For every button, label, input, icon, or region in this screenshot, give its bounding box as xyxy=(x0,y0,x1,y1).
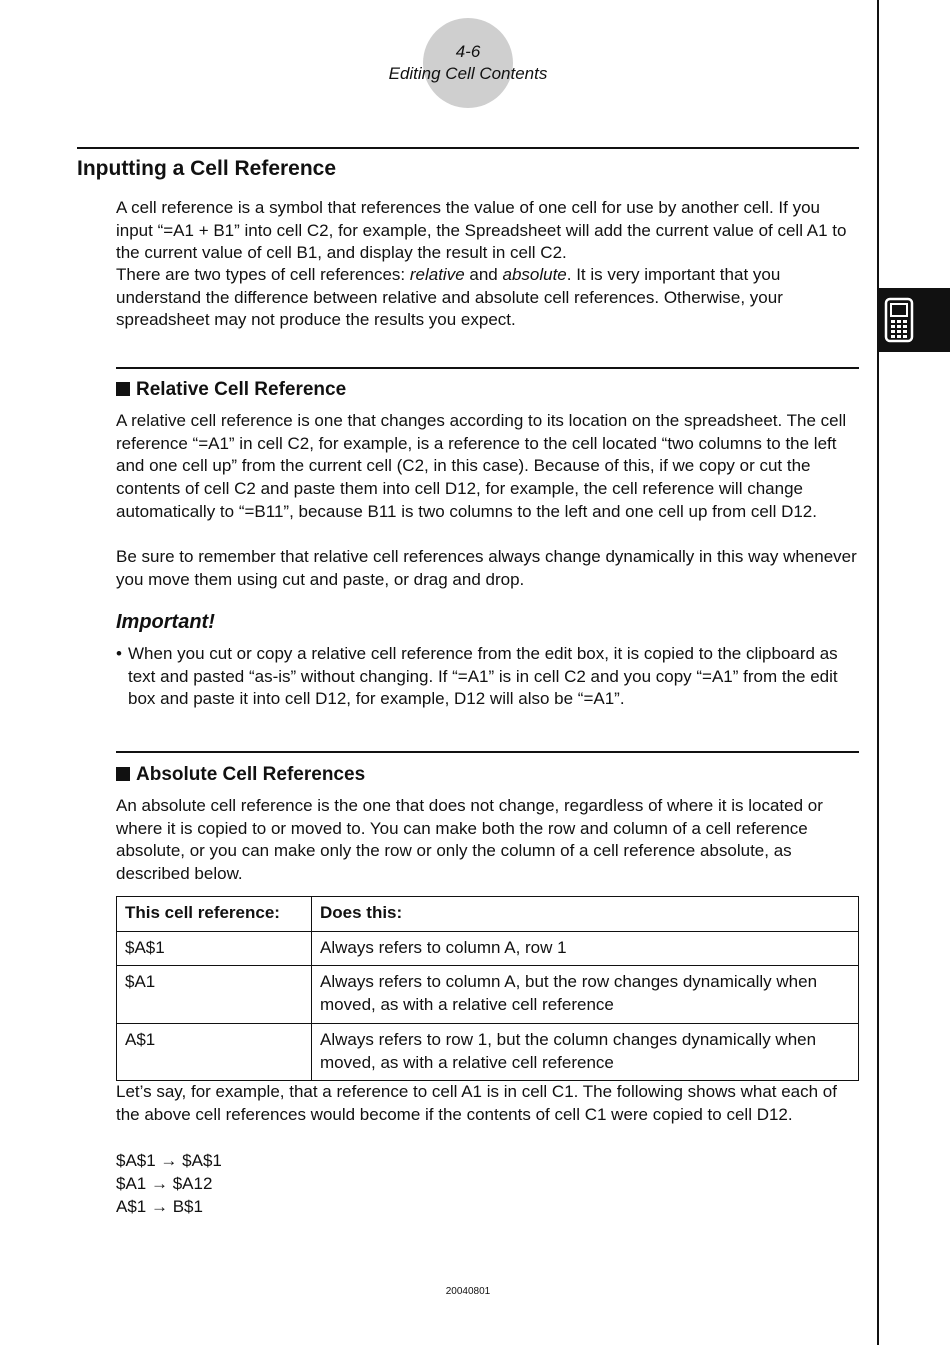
page-number-circle xyxy=(423,18,513,108)
absolute-paragraph-2: Let’s say, for example, that a reference to cell A1 is in cell C1. The following shows what each of the above cell references would become if the contents of cell C1 were copied to cell D12. xyxy=(116,1082,837,1124)
calculator-icon xyxy=(883,296,915,344)
absolute-section-divider xyxy=(116,751,859,753)
square-bullet-icon xyxy=(116,382,130,396)
relative-heading: Relative Cell Reference xyxy=(116,379,346,401)
example-line: A$1 → B$1 xyxy=(116,1197,203,1216)
page-number: 4-6 xyxy=(455,42,481,61)
absolute-heading: Absolute Cell References xyxy=(116,764,365,786)
intro-paragraph-2: There are two types of cell references: relative and absolute. It is very important that you understand the difference between relative and absolute cell references. Otherwise, your spreadsheet may not produce the results you expect. xyxy=(116,265,783,330)
bullet-dot: • xyxy=(116,644,122,663)
important-bullet-text: When you cut or copy a relative cell reference from the edit box, it is copied to the clipboard as text and pasted “as-is” without changing. If “=A1” is in cell C2 and you copy “=A1” from the edit box and paste it into cell D12, for example, D12 will also be “=A1”. xyxy=(128,644,838,709)
example-list xyxy=(116,1149,222,1218)
table-header-row xyxy=(117,897,859,932)
table-header-cell: Does this: xyxy=(312,897,859,932)
cell-reference-table xyxy=(116,896,859,1081)
intro-paragraph-1: A cell reference is a symbol that references the value of one cell for use by another cell. If you input “=A1 + B1” into cell C2, for example, the Spreadsheet will add the current value of cell A1 to the current value of cell B1, and display the result in cell C2. xyxy=(116,198,847,263)
example-line: $A1 → $A12 xyxy=(116,1174,213,1193)
table-row xyxy=(117,1023,859,1080)
footer-code: 20040801 xyxy=(445,1286,491,1297)
example-line: $A$1 → $A$1 xyxy=(116,1151,222,1170)
table-cell: Always refers to column A, row 1 xyxy=(312,931,859,966)
relative-paragraph-1: A relative cell reference is one that changes according to its location on the spreadsheet. The cell reference “=A1” in cell C2, for example, is a reference to the cell located “two columns to the left and one cell up” from the current cell (C2, in this case). Because of this, if we copy or cut the contents of cell C2 and paste them into cell D12, for example, the cell reference will change automatically to “=B11”, because B11 is two columns to the left and one cell up from cell D12. xyxy=(116,411,847,521)
table-cell: $A$1 xyxy=(117,931,312,966)
relative-section-divider xyxy=(116,367,859,369)
chapter-tab xyxy=(879,288,950,352)
heading-divider xyxy=(77,147,859,149)
page-title: Inputting a Cell Reference xyxy=(77,157,337,180)
relative-paragraph-2: Be sure to remember that relative cell references always change dynamically in this way whenever you move them using cut and paste, or drag and drop. xyxy=(116,547,857,589)
table-cell: $A1 xyxy=(117,966,312,1023)
square-bullet-icon xyxy=(116,767,130,781)
important-bullet xyxy=(116,643,856,711)
table-cell: Always refers to column A, but the row changes dynamically when moved, as with a relative cell reference xyxy=(312,966,859,1023)
section-title: Editing Cell Contents xyxy=(388,64,548,83)
table-row xyxy=(117,931,859,966)
table-header-cell: This cell reference: xyxy=(117,897,312,932)
absolute-paragraph-1: An absolute cell reference is the one that does not change, regardless of where it is located or where it is copied to or moved to. You can make both the row and column of a cell reference absolute, or you can make only the row or only the column of a cell reference absolute, as described below. xyxy=(116,796,823,884)
page-right-border xyxy=(877,0,879,1345)
table-row xyxy=(117,966,859,1023)
table-cell: Always refers to row 1, but the column changes dynamically when moved, as with a relative cell reference xyxy=(312,1023,859,1080)
table-cell: A$1 xyxy=(117,1023,312,1080)
important-heading: Important! xyxy=(116,611,215,633)
